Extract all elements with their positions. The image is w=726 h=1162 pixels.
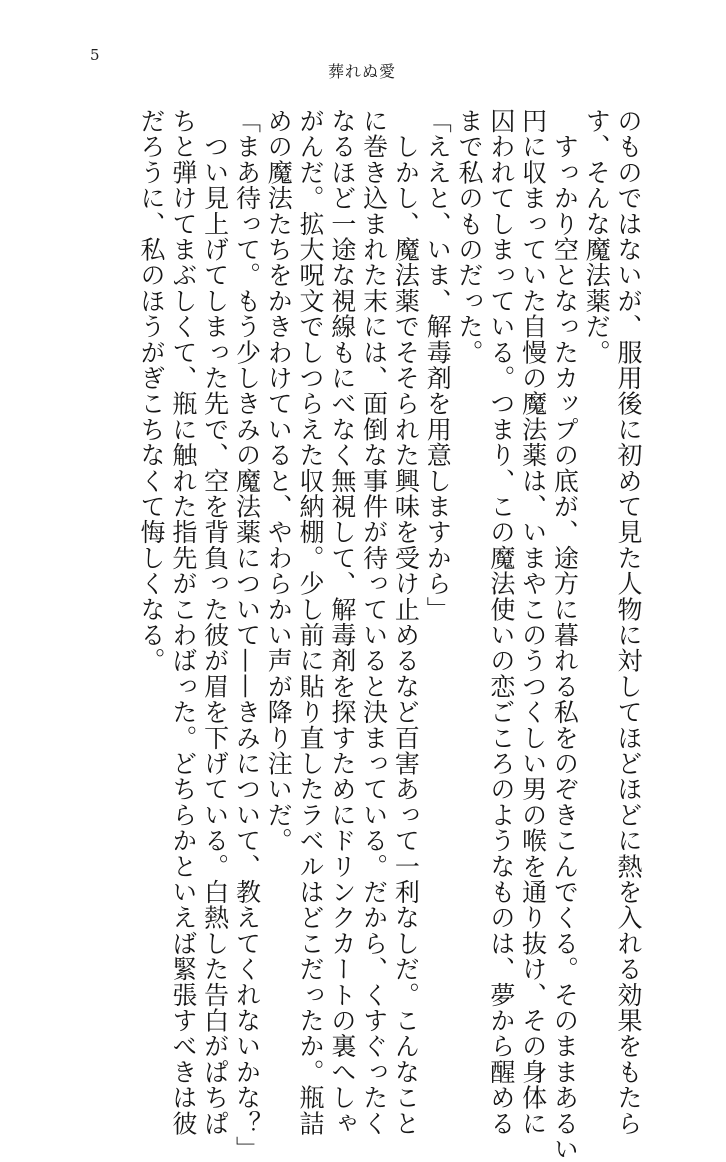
- text-line: 「まあ待って。もう少しきみの魔法薬について——きみについて、教えてくれないかな？」: [232, 108, 262, 1162]
- text-line: まで私のものだった。: [455, 108, 485, 365]
- text-line: に巻き込まれた末には、面倒な事件が待っていると決まっている。だから、くすぐったく: [359, 108, 389, 1136]
- text-line: す、そんな魔法薬だ。: [582, 108, 612, 365]
- text-line: しかし、魔法薬でそそられた興味を受け止めるなど百害あって一利なしだ。こんなこと: [391, 108, 421, 1136]
- text-line: がんだ。拡大呪文でしつらえた収納棚。少し前に貼り直したラベルはどこだったか。瓶詰: [296, 108, 326, 1136]
- text-line: すっかり空となったカップの底が、途方に暮れる私をのぞきこんでくる。そのままあるい: [550, 108, 580, 1162]
- text-line: ちと弾けてまぶしくて、瓶に触れた指先がこわばった。どちらかといえば緊張すべきは彼: [168, 108, 198, 1136]
- text-line: つい見上げてしまった先で、空を背負った彼が眉を下げている。白熱した告白がぱちぱ: [200, 108, 230, 1136]
- body-text: [84, 108, 644, 1162]
- running-head: 葬れぬ愛: [327, 62, 396, 81]
- page-number: 5: [90, 46, 100, 64]
- text-line: なるほど一途な視線もにべなく無視して、解毒剤を探すためにドリンクカートの裏へしゃ: [327, 108, 357, 1136]
- text-line: 囚われてしまっている。つまり、この魔法使いの恋ごころのようなものは、夢から醒める: [486, 108, 516, 1136]
- text-line: だろうに、私のほうがぎこちなくて悔しくなる。: [137, 108, 167, 674]
- text-line: めの魔法たちをかきわけていると、やわらかい声が降り注いだ。: [264, 108, 294, 854]
- text-line: 円に収まっていた自慢の魔法薬は、いまやこのうつくしい男の喉を通り抜け、その身体に: [518, 108, 548, 1136]
- text-line: のものではないが、服用後に初めて見た人物に対してほどほどに熱を入れる効果をもたら: [614, 108, 643, 1136]
- text-line: 「ええと、いま、解毒剤を用意しますから」: [423, 108, 453, 622]
